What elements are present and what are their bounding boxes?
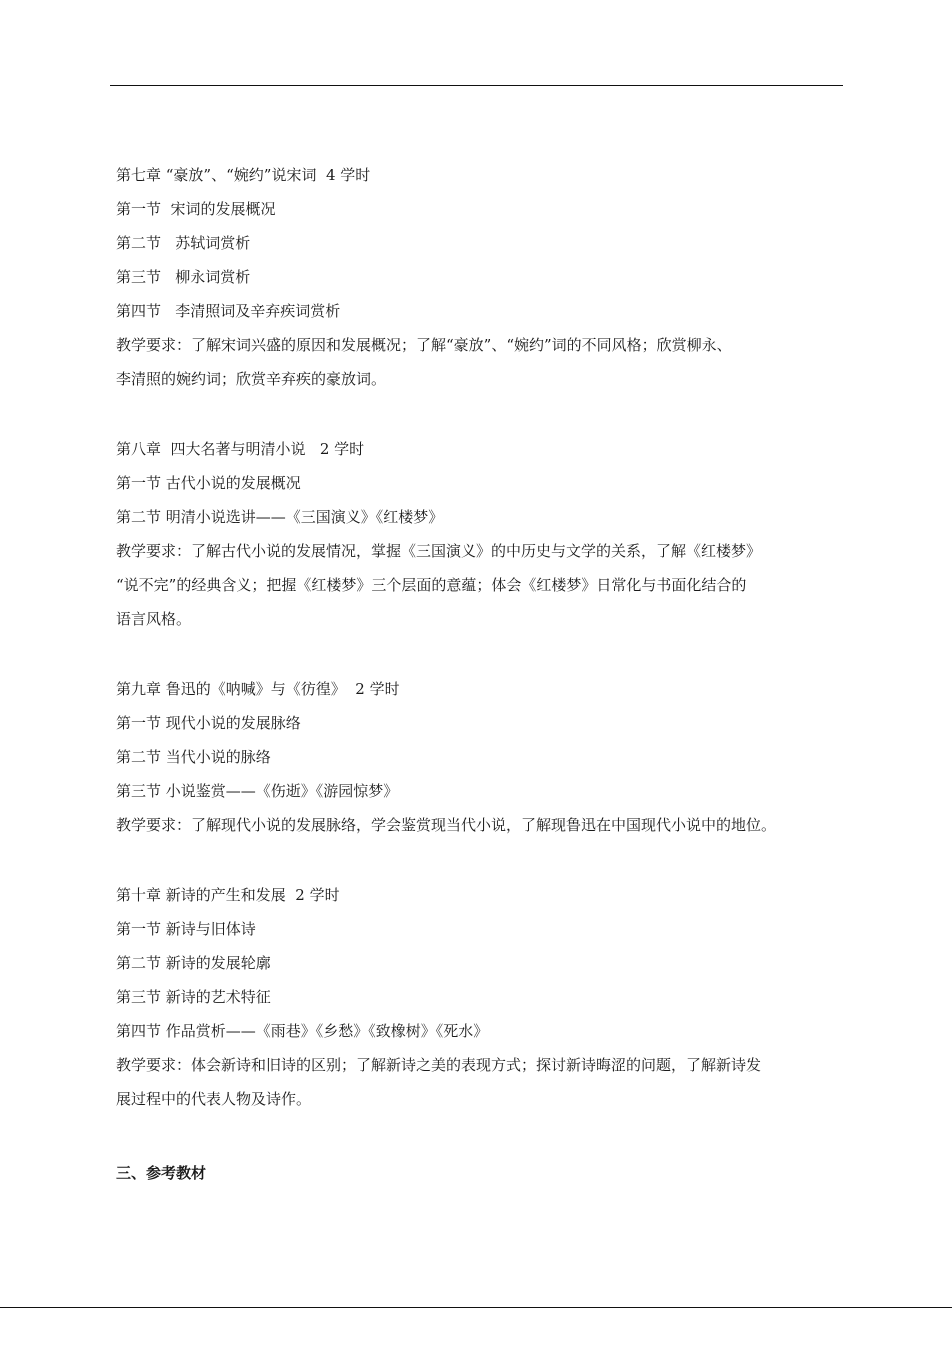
chapter-title: 第十章 新诗的产生和发展 2 学时 (116, 886, 340, 904)
section-item: 第四节 李清照词及辛弃疾词赏析 (116, 302, 341, 320)
teaching-requirement: 教学要求：了解古代小说的发展情况，掌握《三国演义》的中历史与文学的关系，了解《红楼梦》 (116, 542, 762, 560)
section-item: 第二节 明清小说选讲——《三国演义》《红楼梦》 (116, 508, 444, 526)
teaching-requirement: “说不完”的经典含义；把握《红楼梦》三个层面的意蕴；体会《红楼梦》日常化与书面化结合的 (116, 576, 747, 594)
chapter-block-8 (116, 432, 846, 636)
chapter-block-10 (116, 878, 846, 1116)
section-heading-references: 三、参考教材 (116, 1164, 207, 1182)
section-item: 第三节 新诗的艺术特征 (116, 988, 271, 1006)
document-body (116, 158, 846, 1190)
section-item: 第一节 现代小说的发展脉络 (116, 714, 301, 732)
chapter-title: 第九章 鲁迅的《呐喊》与《彷徨》 2 学时 (116, 680, 400, 698)
section-item: 第四节 作品赏析——《雨巷》《乡愁》《致橡树》《死水》 (116, 1022, 489, 1040)
chapter-block-9 (116, 672, 846, 842)
chapter-block-7 (116, 158, 846, 396)
section-item: 第二节 苏轼词赏析 (116, 234, 251, 252)
teaching-requirement: 教学要求：了解宋词兴盛的原因和发展概况；了解“豪放”、“婉约”词的不同风格；欣赏柳永、 (116, 336, 732, 354)
teaching-requirement: 展过程中的代表人物及诗作。 (116, 1090, 312, 1108)
section-item: 第三节 柳永词赏析 (116, 268, 251, 286)
section-item: 第一节 宋词的发展概况 (116, 200, 276, 218)
header-rule (110, 85, 843, 86)
teaching-requirement: 李清照的婉约词；欣赏辛弃疾的豪放词。 (116, 370, 387, 388)
section-item: 第三节 小说鉴赏——《伤逝》《游园惊梦》 (116, 782, 399, 800)
teaching-requirement: 语言风格。 (116, 610, 192, 628)
section-item: 第一节 古代小说的发展概况 (116, 474, 301, 492)
section-item: 第一节 新诗与旧体诗 (116, 920, 256, 938)
teaching-requirement: 教学要求：体会新诗和旧诗的区别；了解新诗之美的表现方式；探讨新诗晦涩的问题，了解新诗发 (116, 1056, 762, 1074)
chapter-title: 第七章 “豪放”、“婉约”说宋词 4 学时 (116, 166, 371, 184)
chapter-title: 第八章 四大名著与明清小说 2 学时 (116, 440, 365, 458)
section-item: 第二节 当代小说的脉络 (116, 748, 271, 766)
teaching-requirement: 教学要求：了解现代小说的发展脉络，学会鉴赏现当代小说，了解现鲁迅在中国现代小说中的地位。 (116, 816, 777, 834)
footer-rule (0, 1307, 952, 1308)
section-item: 第二节 新诗的发展轮廓 (116, 954, 271, 972)
